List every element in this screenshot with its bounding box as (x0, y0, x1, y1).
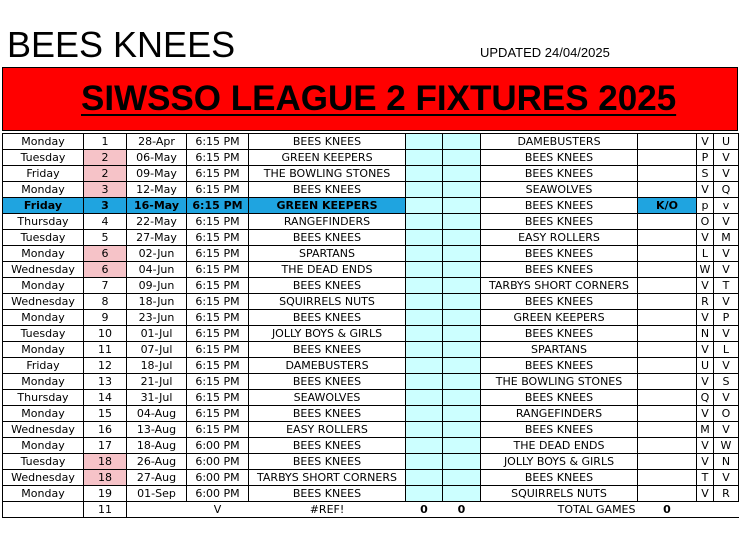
fixture-away-team: THE DEAD ENDS (481, 438, 638, 454)
fixture-time: 6:15 PM (187, 326, 249, 342)
fixture-ko-marker (638, 230, 697, 246)
fixture-date: 22-May (127, 214, 187, 230)
fixture-week: 6 (84, 262, 127, 278)
fixture-home-team: BEES KNEES (249, 230, 406, 246)
fixture-week: 17 (84, 438, 127, 454)
fixture-away-team: BEES KNEES (481, 214, 638, 230)
fixture-week: 2 (84, 150, 127, 166)
fixture-home-team: GREEN KEEPERS (249, 198, 406, 214)
fixture-ko-marker (638, 438, 697, 454)
fixture-row (3, 134, 739, 150)
fixture-time: 6:15 PM (187, 374, 249, 390)
fixture-time: 6:15 PM (187, 342, 249, 358)
fixture-row (3, 182, 739, 198)
away-score-cell (443, 294, 481, 310)
fixture-ko-marker (638, 358, 697, 374)
fixture-date: 07-Jul (127, 342, 187, 358)
home-score-cell (406, 198, 443, 214)
fixture-date: 12-May (127, 182, 187, 198)
fixture-code-away: V (714, 166, 739, 182)
fixture-week: 19 (84, 486, 127, 502)
fixture-code-away: T (714, 278, 739, 294)
totals-score-away: 0 (443, 502, 481, 518)
fixture-time: 6:00 PM (187, 470, 249, 486)
fixture-row (3, 166, 739, 182)
fixture-date: 28-Apr (127, 134, 187, 150)
updated-date: UPDATED 24/04/2025 (480, 45, 610, 60)
fixture-code-away: R (714, 486, 739, 502)
fixture-away-team: RANGEFINDERS (481, 406, 638, 422)
fixture-code-home: V (697, 230, 714, 246)
fixture-code-home: W (697, 262, 714, 278)
fixture-date: 06-May (127, 150, 187, 166)
fixture-week: 7 (84, 278, 127, 294)
fixture-away-team: THE BOWLING STONES (481, 374, 638, 390)
fixture-day: Monday (3, 310, 84, 326)
totals-blank (3, 502, 84, 518)
fixture-home-team: TARBYS SHORT CORNERS (249, 470, 406, 486)
home-score-cell (406, 390, 443, 406)
fixture-day: Tuesday (3, 326, 84, 342)
away-score-cell (443, 246, 481, 262)
fixture-home-team: BEES KNEES (249, 406, 406, 422)
fixture-ko-marker (638, 134, 697, 150)
home-score-cell (406, 326, 443, 342)
fixture-home-team: BEES KNEES (249, 486, 406, 502)
fixture-day: Friday (3, 358, 84, 374)
away-score-cell (443, 166, 481, 182)
home-score-cell (406, 246, 443, 262)
fixture-day: Thursday (3, 390, 84, 406)
fixture-ko-marker (638, 342, 697, 358)
fixture-week: 6 (84, 246, 127, 262)
fixture-away-team: BEES KNEES (481, 470, 638, 486)
home-score-cell (406, 470, 443, 486)
fixture-week: 2 (84, 166, 127, 182)
fixture-time: 6:15 PM (187, 422, 249, 438)
home-score-cell (406, 438, 443, 454)
fixture-time: 6:15 PM (187, 134, 249, 150)
fixture-row (3, 326, 739, 342)
total-games-label: TOTAL GAMES (481, 502, 638, 518)
totals-v: V (187, 502, 249, 518)
away-score-cell (443, 406, 481, 422)
fixture-day: Wednesday (3, 470, 84, 486)
fixture-code-away: V (714, 246, 739, 262)
fixture-code-home: V (697, 374, 714, 390)
fixture-home-team: BEES KNEES (249, 278, 406, 294)
fixture-code-away: V (714, 262, 739, 278)
fixture-away-team: BEES KNEES (481, 166, 638, 182)
fixture-row (3, 486, 739, 502)
fixture-time: 6:15 PM (187, 358, 249, 374)
away-score-cell (443, 454, 481, 470)
fixture-week: 3 (84, 182, 127, 198)
fixture-date: 18-Aug (127, 438, 187, 454)
fixture-row (3, 406, 739, 422)
fixture-week: 8 (84, 294, 127, 310)
fixture-time: 6:15 PM (187, 198, 249, 214)
fixture-ko-marker (638, 454, 697, 470)
fixture-week: 11 (84, 342, 127, 358)
team-name-title: BEES KNEES (7, 24, 236, 65)
away-score-cell (443, 326, 481, 342)
fixture-day: Wednesday (3, 422, 84, 438)
away-score-cell (443, 438, 481, 454)
fixture-date: 02-Jun (127, 246, 187, 262)
away-score-cell (443, 134, 481, 150)
fixture-ko-marker (638, 406, 697, 422)
fixture-code-home: V (697, 182, 714, 198)
fixture-row (3, 470, 739, 486)
fixture-away-team: BEES KNEES (481, 422, 638, 438)
fixture-code-home: M (697, 422, 714, 438)
fixture-code-home: N (697, 326, 714, 342)
fixture-date: 26-Aug (127, 454, 187, 470)
home-score-cell (406, 134, 443, 150)
fixture-code-home: S (697, 166, 714, 182)
fixture-ko-marker (638, 214, 697, 230)
away-score-cell (443, 310, 481, 326)
fixture-home-team: DAMEBUSTERS (249, 358, 406, 374)
fixture-row (3, 230, 739, 246)
fixture-row (3, 438, 739, 454)
fixture-time: 6:00 PM (187, 454, 249, 470)
fixture-code-home: V (697, 486, 714, 502)
fixture-day: Thursday (3, 214, 84, 230)
fixture-time: 6:15 PM (187, 310, 249, 326)
fixture-time: 6:15 PM (187, 262, 249, 278)
fixture-code-home: V (697, 278, 714, 294)
totals-blank (127, 502, 187, 518)
home-score-cell (406, 230, 443, 246)
fixture-code-home: Q (697, 390, 714, 406)
home-score-cell (406, 182, 443, 198)
fixture-date: 09-May (127, 166, 187, 182)
fixture-time: 6:15 PM (187, 246, 249, 262)
fixture-away-team: BEES KNEES (481, 150, 638, 166)
fixture-date: 23-Jun (127, 310, 187, 326)
away-score-cell (443, 342, 481, 358)
away-score-cell (443, 486, 481, 502)
fixture-code-away: v (714, 198, 739, 214)
fixture-date: 01-Sep (127, 486, 187, 502)
fixture-date: 27-May (127, 230, 187, 246)
league-title-banner (2, 67, 738, 131)
fixture-row (3, 294, 739, 310)
fixture-row (3, 374, 739, 390)
fixture-code-home: V (697, 454, 714, 470)
fixture-home-team: BEES KNEES (249, 134, 406, 150)
fixture-day: Monday (3, 134, 84, 150)
fixture-ko-marker (638, 310, 697, 326)
fixture-code-away: V (714, 326, 739, 342)
fixture-day: Monday (3, 486, 84, 502)
fixture-away-team: BEES KNEES (481, 198, 638, 214)
fixture-day: Monday (3, 374, 84, 390)
fixture-row (3, 310, 739, 326)
fixture-row (3, 358, 739, 374)
fixture-time: 6:15 PM (187, 150, 249, 166)
fixture-home-team: JOLLY BOYS & GIRLS (249, 326, 406, 342)
fixture-day: Tuesday (3, 230, 84, 246)
away-score-cell (443, 278, 481, 294)
away-score-cell (443, 214, 481, 230)
fixture-date: 04-Aug (127, 406, 187, 422)
home-score-cell (406, 342, 443, 358)
fixture-code-home: O (697, 214, 714, 230)
fixture-ko-marker (638, 422, 697, 438)
fixture-row (3, 422, 739, 438)
fixture-row (3, 262, 739, 278)
home-score-cell (406, 358, 443, 374)
fixture-code-away: V (714, 294, 739, 310)
fixture-code-away: W (714, 438, 739, 454)
fixture-row (3, 390, 739, 406)
away-score-cell (443, 230, 481, 246)
fixture-row (3, 342, 739, 358)
totals-count: 11 (84, 502, 127, 518)
fixture-week: 15 (84, 406, 127, 422)
fixture-away-team: BEES KNEES (481, 326, 638, 342)
fixture-code-home: p (697, 198, 714, 214)
home-score-cell (406, 278, 443, 294)
fixture-away-team: SPARTANS (481, 342, 638, 358)
fixture-date: 21-Jul (127, 374, 187, 390)
fixture-ko-marker (638, 374, 697, 390)
fixture-away-team: SEAWOLVES (481, 182, 638, 198)
fixture-week: 14 (84, 390, 127, 406)
away-score-cell (443, 470, 481, 486)
home-score-cell (406, 166, 443, 182)
fixture-row (3, 454, 739, 470)
fixtures-table (2, 133, 739, 518)
fixture-code-away: N (714, 454, 739, 470)
fixture-code-away: L (714, 342, 739, 358)
fixture-code-away: V (714, 150, 739, 166)
fixture-date: 16-May (127, 198, 187, 214)
fixture-week: 18 (84, 454, 127, 470)
fixture-time: 6:15 PM (187, 278, 249, 294)
fixture-home-team: SEAWOLVES (249, 390, 406, 406)
fixture-week: 18 (84, 470, 127, 486)
fixture-row (3, 198, 739, 214)
fixture-date: 31-Jul (127, 390, 187, 406)
fixture-home-team: BEES KNEES (249, 342, 406, 358)
fixture-week: 10 (84, 326, 127, 342)
fixture-away-team: BEES KNEES (481, 246, 638, 262)
fixture-row (3, 214, 739, 230)
home-score-cell (406, 310, 443, 326)
fixture-home-team: EASY ROLLERS (249, 422, 406, 438)
home-score-cell (406, 214, 443, 230)
fixture-week: 1 (84, 134, 127, 150)
total-games-value: 0 (638, 502, 697, 518)
fixture-code-home: V (697, 134, 714, 150)
fixture-row (3, 150, 739, 166)
fixture-day: Tuesday (3, 454, 84, 470)
fixture-away-team: BEES KNEES (481, 358, 638, 374)
fixture-away-team: GREEN KEEPERS (481, 310, 638, 326)
fixture-home-team: BEES KNEES (249, 310, 406, 326)
fixture-ko-marker (638, 150, 697, 166)
fixture-home-team: SPARTANS (249, 246, 406, 262)
home-score-cell (406, 454, 443, 470)
fixture-ko-marker (638, 278, 697, 294)
fixture-code-home: T (697, 470, 714, 486)
fixture-day: Monday (3, 182, 84, 198)
fixture-week: 4 (84, 214, 127, 230)
fixture-away-team: EASY ROLLERS (481, 230, 638, 246)
fixture-date: 13-Aug (127, 422, 187, 438)
fixture-ko-marker (638, 294, 697, 310)
fixture-ko-marker (638, 246, 697, 262)
fixture-time: 6:15 PM (187, 166, 249, 182)
fixture-home-team: THE DEAD ENDS (249, 262, 406, 278)
fixture-code-away: Q (714, 182, 739, 198)
away-score-cell (443, 422, 481, 438)
fixture-away-team: TARBYS SHORT CORNERS (481, 278, 638, 294)
fixture-time: 6:15 PM (187, 230, 249, 246)
fixture-day: Wednesday (3, 262, 84, 278)
fixture-ko-marker: K/O (638, 198, 697, 214)
fixture-ko-marker (638, 470, 697, 486)
fixture-code-away: V (714, 470, 739, 486)
fixture-code-away: S (714, 374, 739, 390)
fixture-ko-marker (638, 166, 697, 182)
away-score-cell (443, 390, 481, 406)
fixture-row (3, 246, 739, 262)
fixture-away-team: SQUIRRELS NUTS (481, 486, 638, 502)
fixture-home-team: BEES KNEES (249, 182, 406, 198)
fixture-day: Monday (3, 342, 84, 358)
fixture-code-home: L (697, 246, 714, 262)
fixture-home-team: BEES KNEES (249, 438, 406, 454)
home-score-cell (406, 374, 443, 390)
fixture-home-team: BEES KNEES (249, 454, 406, 470)
fixture-away-team: BEES KNEES (481, 262, 638, 278)
fixture-date: 18-Jun (127, 294, 187, 310)
away-score-cell (443, 198, 481, 214)
away-score-cell (443, 358, 481, 374)
fixture-time: 6:00 PM (187, 486, 249, 502)
fixture-code-home: V (697, 438, 714, 454)
away-score-cell (443, 182, 481, 198)
away-score-cell (443, 150, 481, 166)
fixture-day: Tuesday (3, 150, 84, 166)
fixture-day: Monday (3, 406, 84, 422)
away-score-cell (443, 374, 481, 390)
fixture-day: Friday (3, 198, 84, 214)
fixture-week: 3 (84, 198, 127, 214)
fixture-day: Monday (3, 246, 84, 262)
fixture-code-home: R (697, 294, 714, 310)
fixture-away-team: BEES KNEES (481, 390, 638, 406)
fixture-date: 27-Aug (127, 470, 187, 486)
fixture-ko-marker (638, 390, 697, 406)
fixture-date: 04-Jun (127, 262, 187, 278)
totals-score-home: 0 (406, 502, 443, 518)
fixture-day: Monday (3, 438, 84, 454)
fixture-day: Friday (3, 166, 84, 182)
fixture-home-team: BEES KNEES (249, 374, 406, 390)
fixture-ko-marker (638, 326, 697, 342)
fixture-ko-marker (638, 486, 697, 502)
fixture-home-team: GREEN KEEPERS (249, 150, 406, 166)
fixture-time: 6:00 PM (187, 438, 249, 454)
fixture-time: 6:15 PM (187, 214, 249, 230)
fixture-date: 18-Jul (127, 358, 187, 374)
fixture-row (3, 278, 739, 294)
fixture-away-team: JOLLY BOYS & GIRLS (481, 454, 638, 470)
home-score-cell (406, 294, 443, 310)
fixture-date: 09-Jun (127, 278, 187, 294)
fixture-code-away: V (714, 358, 739, 374)
fixture-home-team: THE BOWLING STONES (249, 166, 406, 182)
fixture-away-team: DAMEBUSTERS (481, 134, 638, 150)
away-score-cell (443, 262, 481, 278)
fixture-time: 6:15 PM (187, 390, 249, 406)
fixture-code-home: P (697, 150, 714, 166)
fixture-time: 6:15 PM (187, 294, 249, 310)
fixture-ko-marker (638, 182, 697, 198)
totals-blank (697, 502, 714, 518)
fixture-date: 01-Jul (127, 326, 187, 342)
fixture-time: 6:15 PM (187, 182, 249, 198)
fixture-ko-marker (638, 262, 697, 278)
totals-blank (714, 502, 739, 518)
home-score-cell (406, 422, 443, 438)
fixture-code-away: V (714, 214, 739, 230)
fixture-code-away: V (714, 390, 739, 406)
fixture-week: 12 (84, 358, 127, 374)
fixture-week: 16 (84, 422, 127, 438)
home-score-cell (406, 262, 443, 278)
totals-ref: #REF! (249, 502, 406, 518)
home-score-cell (406, 150, 443, 166)
league-title: SIWSSO LEAGUE 2 FIXTURES 2025 (81, 79, 677, 118)
fixture-code-home: V (697, 406, 714, 422)
fixture-code-away: V (714, 422, 739, 438)
fixture-home-team: RANGEFINDERS (249, 214, 406, 230)
totals-row (3, 502, 739, 518)
fixture-home-team: SQUIRRELS NUTS (249, 294, 406, 310)
fixture-time: 6:15 PM (187, 406, 249, 422)
home-score-cell (406, 486, 443, 502)
home-score-cell (406, 406, 443, 422)
fixture-code-away: U (714, 134, 739, 150)
fixture-week: 9 (84, 310, 127, 326)
fixture-away-team: BEES KNEES (481, 294, 638, 310)
fixture-day: Monday (3, 278, 84, 294)
fixture-week: 13 (84, 374, 127, 390)
fixture-code-away: P (714, 310, 739, 326)
fixture-day: Wednesday (3, 294, 84, 310)
fixture-code-home: V (697, 342, 714, 358)
fixture-code-home: V (697, 310, 714, 326)
fixture-code-away: M (714, 230, 739, 246)
fixture-code-away: O (714, 406, 739, 422)
fixture-week: 5 (84, 230, 127, 246)
fixture-code-home: U (697, 358, 714, 374)
